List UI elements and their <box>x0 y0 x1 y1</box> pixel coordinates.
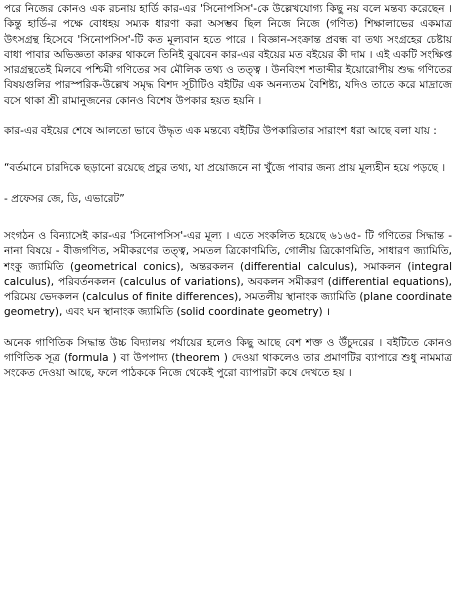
paragraph-gap <box>4 177 452 192</box>
paragraph-gap <box>4 321 452 336</box>
paragraph-gap <box>4 207 452 229</box>
paragraph-synopsis-contents: সংগঠন ও বিন্যাসেই কার-এর 'সিনোপসিস'-এর মূল্য । এতে সংকলিত হয়েছে ৬১৬৫- টি গণিতের সিদ্ধান্ত - নানা বিষয়ে - বীজগণিত, সমীকরণের তত্ত্ব, সমতল ত্রিকোণমিতি, গোলীয় ত্রিকোণমিতি, সাধারণ জ্যামিতি, শংকু জ্যামিতি (geometrical conics), অন্তরকলন (differential calculus), সমাকলন (integral calculus), পরিবর্তনকলন (calculus of variations), অবকলন সমীকরণ (differential equations), পরিমেয় ভেদকলন (calculus of finite differences), সমতলীয় স্থানাংক জ্যামিতি (plane coordinate geometry), এবং ঘন স্থানাংক জ্যামিতি (solid coordinate geometry) । <box>4 229 452 319</box>
paragraph-gap <box>4 139 452 161</box>
quote-text: “বর্তমানে চারদিকে ছড়ানো রয়েছে প্রচুর তথ্য, যা প্রয়োজনে না খুঁজে পাবার জন্য প্রায় মূল্যহীন হয়ে পড়ছে । <box>4 162 446 175</box>
paragraph-theorems: অনেক গাণিতিক সিদ্ধান্ত উচ্চ বিদ্যালয় পর্যায়ের হলেও কিছু আছে বেশ শক্ত ও উঁচুদরের । বইটিতে কোনও গাণিতিক সূত্র (formula ) বা উপপাদ্য (theorem ) দেওয়া থাকলেও তার প্রমাণটির ব্যাপারে শুধু নামমাত্র সংকেত দেওয়া আছে, ফলে পাঠককে নিজে থেকেই পুরো ব্যাপারটা কষে দেখতে হয় । <box>4 336 452 380</box>
paragraph-hardy-opinion: পরে নিজের কোনও এক রচনায় হার্ডি কার-এর 'সিনোপসিস'-কে উল্লেখযোগ্য কিছু নয় বলে মন্তব্য করেছেন । কিন্তু হার্ডি-র পক্ষে বোধহয় সম্যক ধারণা করা অসম্ভব ছিল নিজে নিজে (গণিত) শিক্ষালাভের একমাত্র উৎসগ্রন্থ হিসেবে 'সিনোপসিস'-টি কত মূল্যবান হতে পারে । বিজ্ঞান-সংক্রান্ত প্রবন্ধ বা তথ্য সংগ্রহের চেষ্টায় বাধা পাবার অভিজ্ঞতা কারুর থাকলে তিনিই বুঝবেন কার-এর বইয়ের মত বইয়ের কী দাম । এই একটি সংক্ষিপ্ত সারগ্রন্থতেই মিলবে পশ্চিমী গণিতের সব মৌলিক তথ্য ও তত্ত্ব । উনবিংশ শতাব্দীর ইয়োরোপীয় শুদ্ধ গণিতের বিষয়গুলির পারস্পরিক-উল্লেখ সমৃদ্ধ বিশদ সূচীটিও বইটির এক অনন্যতম বৈশিষ্ট্য, যদিও তাতে করে মাদ্রাজে বসে থাকা শ্রী রামানুজনের কোনও বিশেষ উপকার হয়ত হয়নি । <box>4 3 452 107</box>
paragraph-summary-intro: কার-এর বইয়ের শেষে আলতো ভাবে উদ্ধৃত এক মন্তব্যে বইটির উপকারিতার সারাংশ ধরা আছে বলা যায় : <box>4 125 437 138</box>
quote-attribution: - প্রফেসর জে, ডি, এভারেট” <box>4 192 125 205</box>
paragraph-gap <box>4 109 452 124</box>
